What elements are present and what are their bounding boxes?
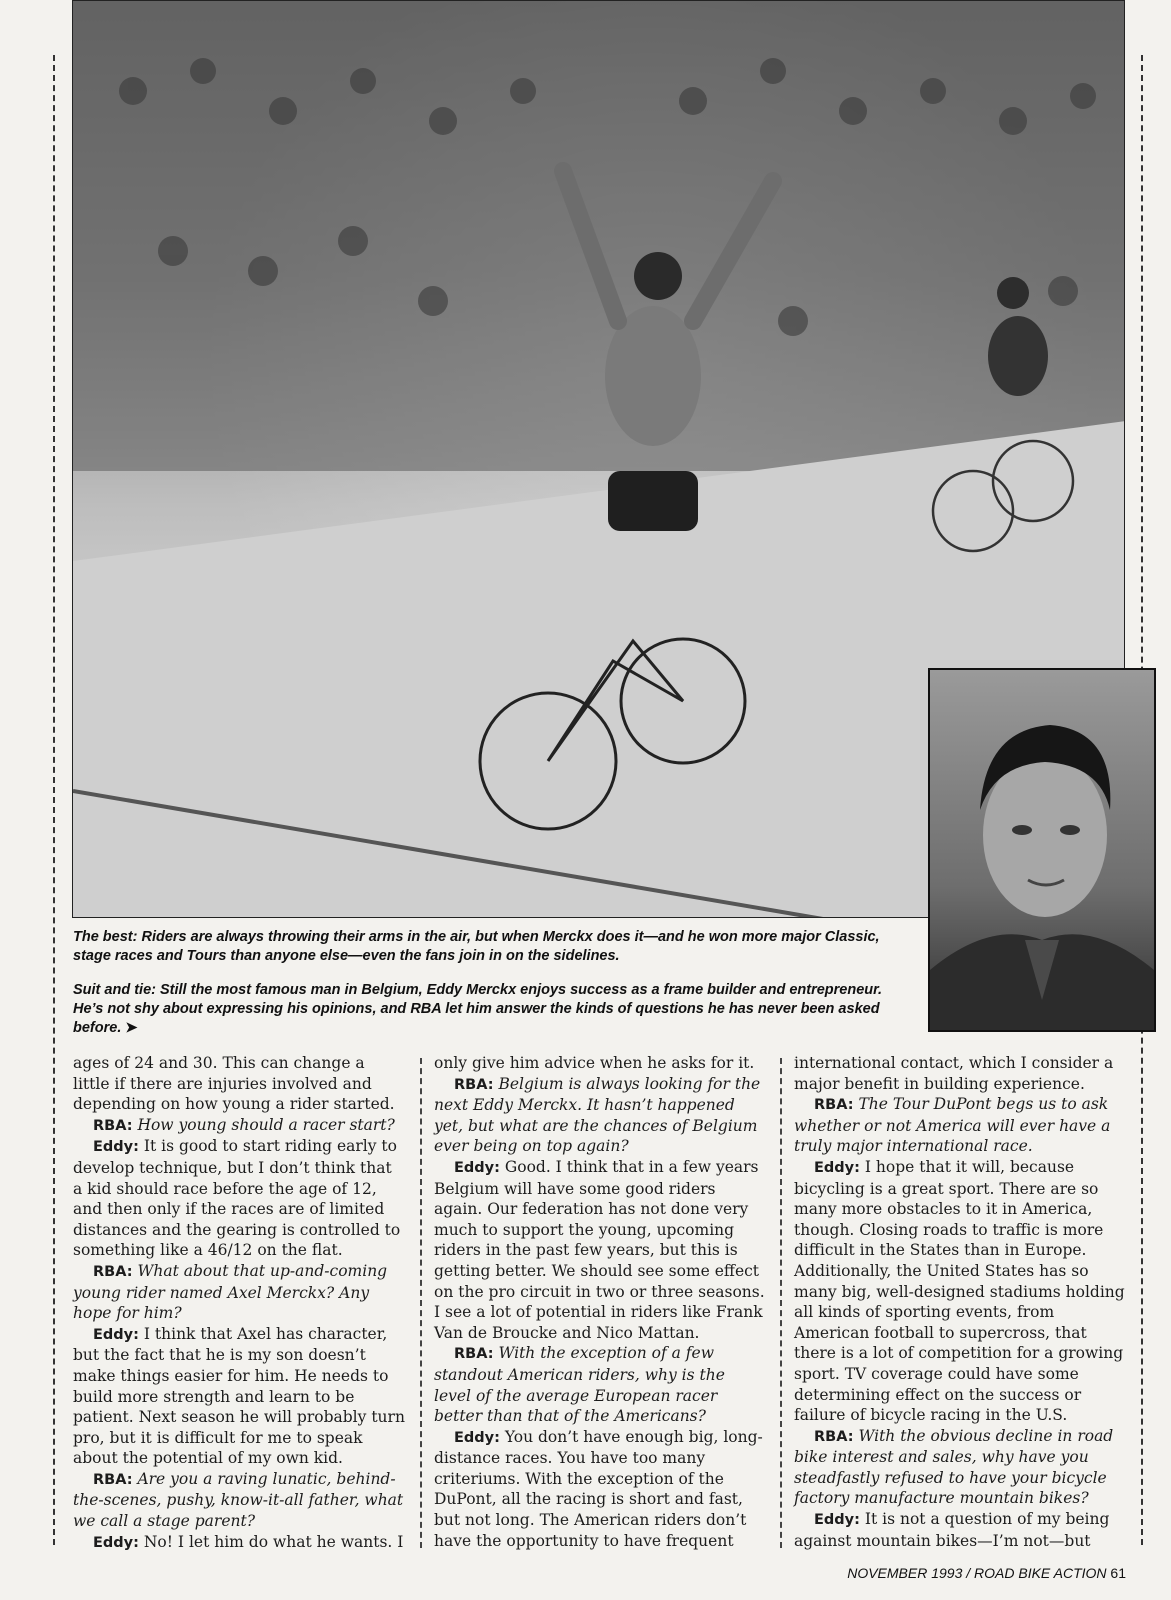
question-text: The Tour DuPont begs us to ask whether or not America will ever have a truly major international race. xyxy=(794,1095,1111,1156)
footer-publication: NOVEMBER 1993 / ROAD BIKE ACTION xyxy=(847,1565,1107,1581)
question xyxy=(794,1094,1126,1157)
answer-text: No! I let him do what he wants. I xyxy=(143,1532,404,1551)
question xyxy=(434,1343,766,1426)
speaker-label: Eddy: xyxy=(454,1429,500,1446)
question xyxy=(73,1469,405,1532)
answer-text: It is good to start riding early to develop technique, but I don’t think that a kid should race before the age of 12, and then only if the races are of limited distances and the gearing is controlled to something like a 46/12 on the flat. xyxy=(73,1137,401,1260)
answer xyxy=(434,1427,766,1552)
speaker-label: RBA: xyxy=(93,1263,133,1280)
paragraph: international contact, which I consider a major benefit in building experience. xyxy=(794,1054,1114,1093)
article-column-3 xyxy=(794,1053,1126,1553)
question xyxy=(73,1261,405,1324)
answer-text: I hope that it will, because bicycling is a great sport. There are so many more obstacles to it in America, though. Closing roads to traffic is more difficult in the States than in Europe. Additionally, the United States has so many big, well-designed stadiums holding all kinds of sporting events, from American football to supercross, that there is a lot of competition for a growing sport. TV coverage could have some determining effect on the success or failure of bicycle racing in the U.S. xyxy=(794,1157,1125,1425)
answer xyxy=(73,1324,405,1469)
answer-text: I think that Axel has character, but the fact that he is my son doesn’t make things easier for him. He needs to build more strength and learn to be patient. Next season he will probably turn pro, but it is difficult for me to speak about the potential of my own kid. xyxy=(73,1324,405,1468)
answer xyxy=(73,1136,405,1261)
speaker-label: Eddy: xyxy=(814,1159,860,1176)
speaker-label: RBA: xyxy=(454,1346,494,1363)
question xyxy=(434,1074,766,1157)
question-text: Are you a raving lunatic, behind-the-scenes, pushy, know-it-all father, what we call a stage parent? xyxy=(73,1469,404,1531)
answer xyxy=(434,1157,766,1343)
answer-text: It is not a question of my being against mountain bikes—I’m not—but xyxy=(794,1510,1110,1550)
question-text: Belgium is always looking for the next Eddy Merckx. It hasn’t happened yet, but what are the chances of Belgium ever being on top again? xyxy=(434,1074,761,1156)
speaker-label: RBA: xyxy=(93,1117,133,1134)
speaker-label: Eddy: xyxy=(454,1159,500,1176)
speaker-label: RBA: xyxy=(814,1428,854,1445)
continue-arrow-icon: ➤ xyxy=(125,1020,138,1036)
column-divider xyxy=(420,1058,422,1548)
answer-text: Good. I think that in a few years Belgium will have some good riders again. Our federation has not done very much to support the young, upcoming riders in the past few years, but this is getting better. We should see some effect on the pro circuit in two or three seasons. I see a lot of potential in riders like Frank Van de Broucke and Nico Mattan. xyxy=(434,1157,765,1342)
speaker-label: Eddy: xyxy=(93,1326,139,1343)
speaker-label: Eddy: xyxy=(93,1139,139,1156)
left-dashed-rule xyxy=(53,55,55,1545)
paragraph: only give him advice when he asks for it. xyxy=(434,1054,755,1072)
portrait-illustration xyxy=(930,670,1154,1030)
column-divider xyxy=(780,1058,782,1548)
speaker-label: Eddy: xyxy=(93,1534,139,1551)
answer-text: You don’t have enough big, long-distance races. You have too many criteriums. With the exception of the DuPont, all the racing is short and fast, but not long. The American riders don’t have the opportunity to have frequent xyxy=(434,1427,763,1550)
question xyxy=(794,1426,1126,1509)
speaker-label: RBA: xyxy=(93,1471,133,1488)
speaker-label: RBA: xyxy=(814,1097,854,1114)
caption-text: Suit and tie: Still the most famous man in Belgium, Eddy Merckx enjoys success as a frame builder and entrepreneur. He’s not shy about expressing his opinions, and RBA let him answer the kinds of questions he has never been asked before. xyxy=(73,982,883,1036)
caption-text: The best: Riders are always throwing their arms in the air, but when Merckx does it—and he won more major Classic, stage races and Tours than anyone else—even the fans join in on the sidelines. xyxy=(73,929,880,964)
question-text: What about that up-and-coming young rider named Axel Merckx? Any hope for him? xyxy=(73,1261,388,1323)
page-footer xyxy=(847,1565,1126,1581)
page-number: 61 xyxy=(1110,1565,1126,1581)
speaker-label: RBA: xyxy=(454,1076,494,1093)
photo-caption-suit-and-tie xyxy=(73,981,913,1038)
answer xyxy=(794,1509,1126,1551)
merckx-portrait-photo xyxy=(928,668,1156,1032)
speaker-label: Eddy: xyxy=(814,1512,860,1529)
paragraph: ages of 24 and 30. This can change a little if there are injuries involved and depending on how young a rider started. xyxy=(73,1054,395,1114)
article-column-1 xyxy=(73,1053,405,1553)
photo-caption-best xyxy=(73,928,913,966)
answer xyxy=(794,1157,1126,1426)
article-column-2 xyxy=(434,1053,766,1553)
question-text: How young should a racer start? xyxy=(137,1115,395,1134)
answer xyxy=(73,1532,405,1554)
question-text: With the exception of a few standout American riders, why is the level of the average European racer better than that of the Americans? xyxy=(434,1344,725,1426)
question xyxy=(73,1115,405,1137)
question-text: With the obvious decline in road bike interest and sales, why have you steadfastly refused to have your bicycle factory manufacture mountain bikes? xyxy=(794,1426,1114,1508)
